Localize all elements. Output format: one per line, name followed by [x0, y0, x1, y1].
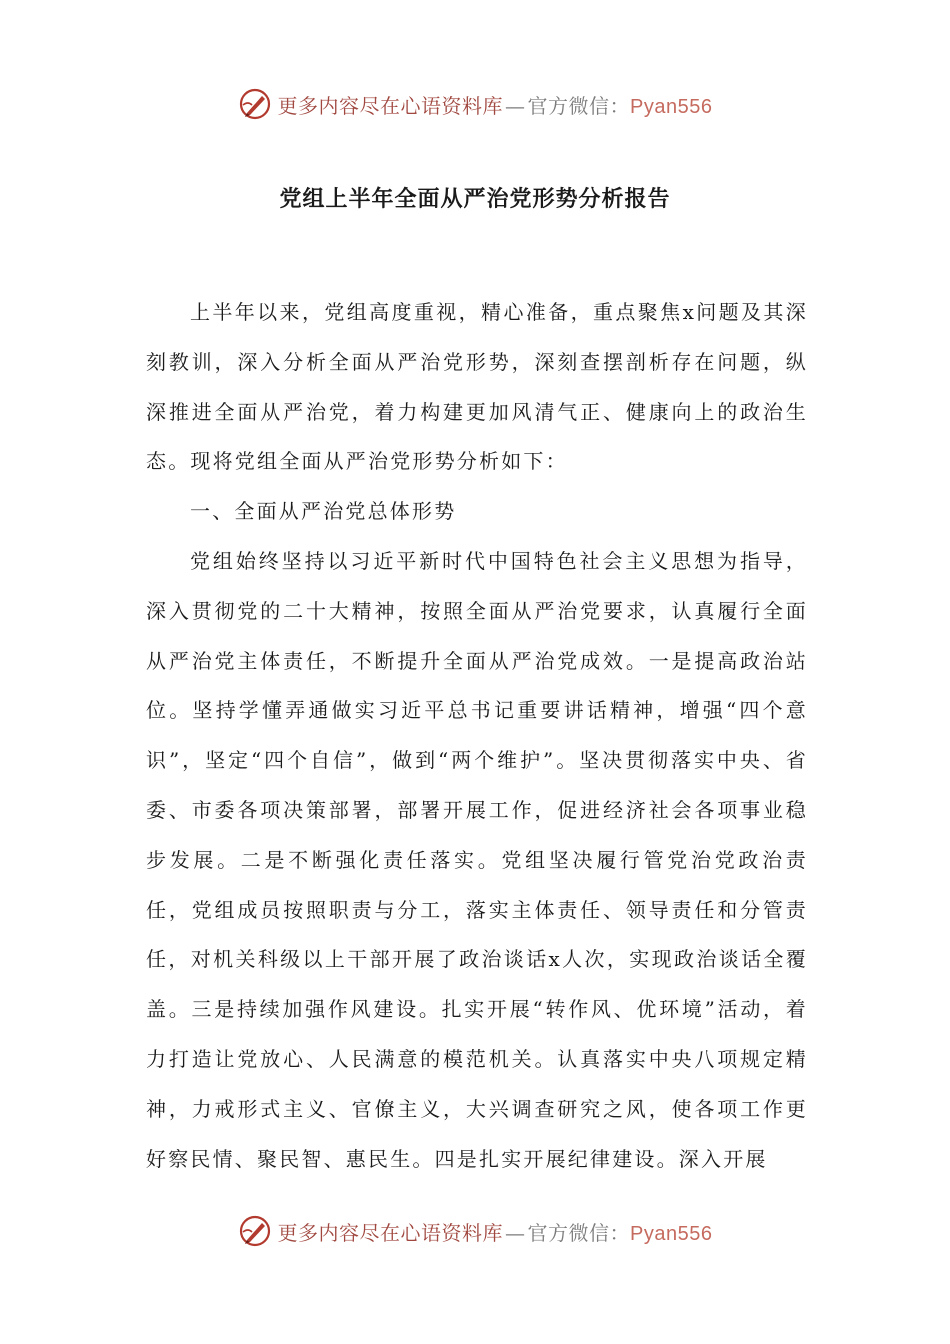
- document-body: [146, 288, 808, 1184]
- watermark-site-text: 更多内容尽在心语资料库: [277, 93, 504, 118]
- pen-logo-icon: [238, 1214, 272, 1248]
- watermark-wechat-id: Pyan556: [630, 95, 713, 118]
- watermark-site-text: 更多内容尽在心语资料库: [277, 1220, 504, 1245]
- watermark-text: [278, 1217, 713, 1246]
- watermark-wechat-id: Pyan556: [630, 1222, 713, 1245]
- pen-logo-icon: [238, 87, 272, 121]
- watermark-text: [278, 90, 713, 119]
- footer-watermark: [0, 1211, 950, 1251]
- watermark-separator: —: [505, 1220, 526, 1245]
- watermark-wechat-label: 官方微信：: [527, 93, 631, 118]
- watermark-separator: —: [505, 93, 526, 118]
- watermark-wechat-label: 官方微信：: [527, 1220, 631, 1245]
- section-heading: 一、全面从严治党总体形势: [190, 499, 457, 524]
- document-title: 党组上半年全面从严治党形势分析报告: [279, 187, 671, 212]
- header-watermark: [0, 84, 950, 124]
- section-paragraph: 党组始终坚持以习近平新时代中国特色社会主义思想为指导，深入贯彻党的二十大精神，按照全面从严治党要求，认真履行全面从严治党主体责任，不断提升全面从严治党成效。一是提高政治站位。坚持学懂弄通做实习近平总书记重要讲话精神，增强“四个意识”，坚定“四个自信”，做到“两个维护”。坚决贯彻落实中央、省委、市委各项决策部署，部署开展工作，促进经济社会各项事业稳步发展。二是不断强化责任落实。党组坚决履行管党治党政治责任，党组成员按照职责与分工，落实主体责任、领导责任和分管责任，对机关科级以上干部开展了政治谈话x人次，实现政治谈话全覆盖。三是持续加强作风建设。扎实开展“转作风、优环境”活动，着力打造让党放心、人民满意的模范机关。认真落实中央八项规定精神，力戒形式主义、官僚主义，大兴调查研究之风，使各项工作更好察民情、聚民智、惠民生。四是扎实开展纪律建设。深入开展: [146, 548, 808, 1171]
- intro-paragraph: 上半年以来，党组高度重视，精心准备，重点聚焦x问题及其深刻教训，深入分析全面从严治党形势，深刻查摆剖析存在问题，纵深推进全面从严治党，着力构建更加风清气正、健康向上的政治生态。现将党组全面从严治党形势分析如下：: [146, 300, 808, 474]
